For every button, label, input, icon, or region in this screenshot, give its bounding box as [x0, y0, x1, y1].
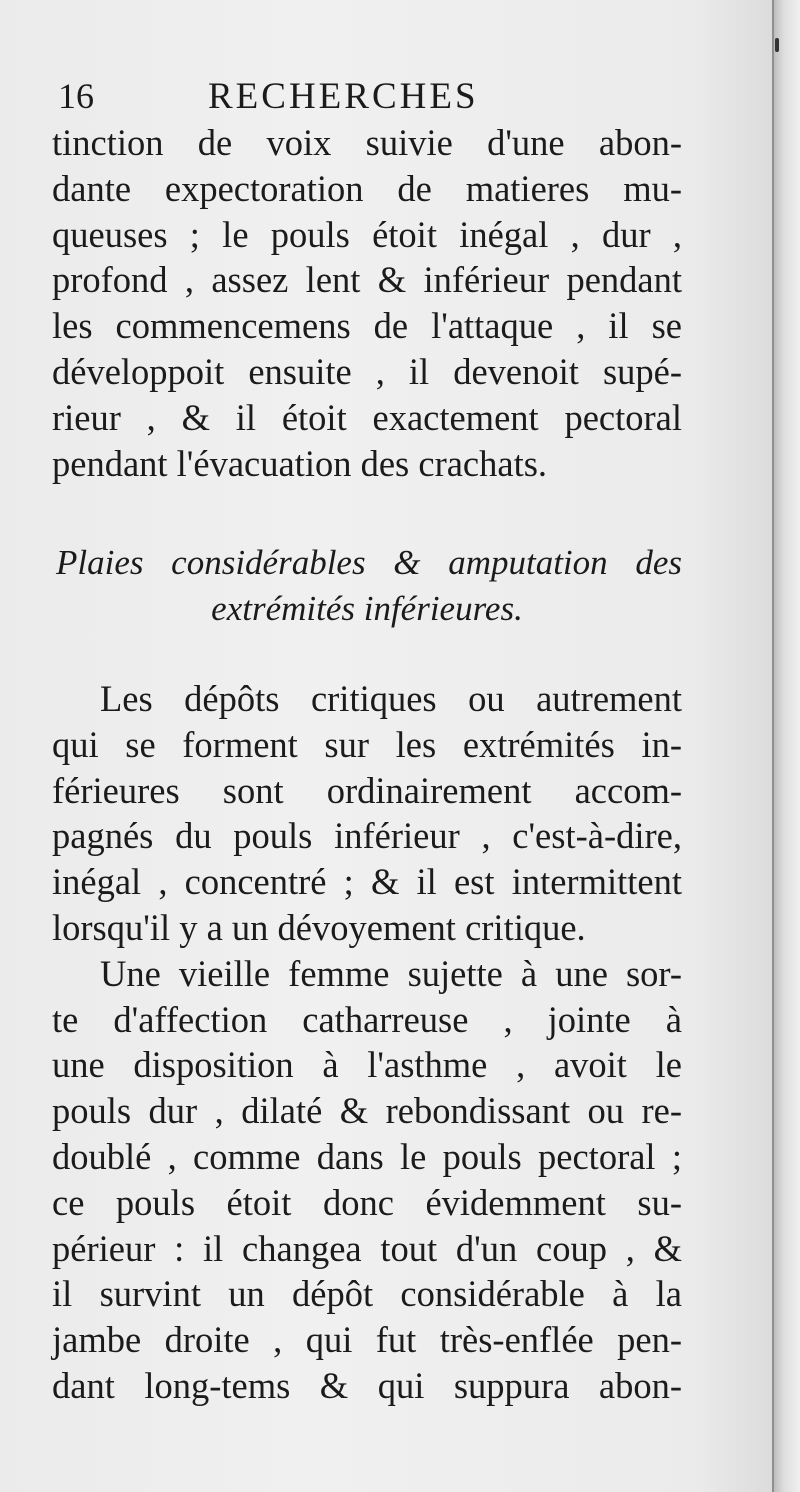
text-line: queuses ; le pouls étoit inégal , dur , [52, 213, 682, 255]
running-title: RECHERCHES [208, 76, 479, 117]
page-header [52, 72, 682, 120]
text-line: ce pouls étoit donc évidemment su- [52, 1181, 682, 1223]
text-line: lorsqu'il y a un dévoyement critique. [52, 906, 586, 948]
paragraph-1 [52, 120, 682, 486]
text-line: rieur , & il étoit exactement pectoral [52, 396, 682, 438]
text-line: qui se forment sur les extrémités in- [52, 723, 682, 765]
text-line: Une vieille femme sujette à une sor- [100, 952, 682, 994]
text-line: périeur : il changea tout d'un coup , & [52, 1227, 682, 1269]
text-line: dant long-tems & qui suppura abon- [52, 1364, 682, 1406]
text-line: férieures sont ordinairement accom- [52, 769, 682, 811]
page-number: 16 [58, 76, 94, 116]
text-line: jambe droite , qui fut très-enflée pen- [52, 1319, 682, 1361]
text-line: profond , assez lent & inférieur pendant [52, 259, 682, 301]
text-line: doublé , comme dans le pouls pectoral ; [52, 1135, 682, 1177]
text-line: pendant l'évacuation des crachats. [52, 442, 548, 484]
paragraph-2 [52, 676, 682, 951]
text-line: te d'affection catharreuse , jointe à [52, 998, 682, 1040]
heading-line: extrémités inférieures. [211, 589, 523, 629]
text-line: les commencemens de l'attaque , il se [52, 305, 682, 347]
page-text [52, 72, 682, 1409]
text-line: dante expectoration de matieres mu- [52, 167, 682, 209]
binding-mark [775, 38, 779, 52]
text-line: il survint un dépôt considérable à la [52, 1273, 682, 1315]
text-line: inégal , concentré ; & il est intermittent [52, 861, 682, 903]
text-line: développoit ensuite , il devenoit supé- [52, 350, 682, 392]
page-edge [772, 0, 800, 1492]
text-line: Les dépôts critiques ou autrement [100, 677, 682, 719]
text-line: pouls dur , dilaté & rebondissant ou re- [52, 1090, 682, 1132]
text-line: tinction de voix suivie d'une abon- [52, 122, 682, 163]
heading-line: Plaies considérables & amputation des [56, 543, 682, 583]
text-line: pagnés du pouls inférieur , c'est-à-dire, [52, 815, 682, 857]
text-line: une disposition à l'asthme , avoit le [52, 1044, 682, 1086]
section-heading [52, 540, 682, 632]
paragraph-3 [52, 951, 682, 1409]
